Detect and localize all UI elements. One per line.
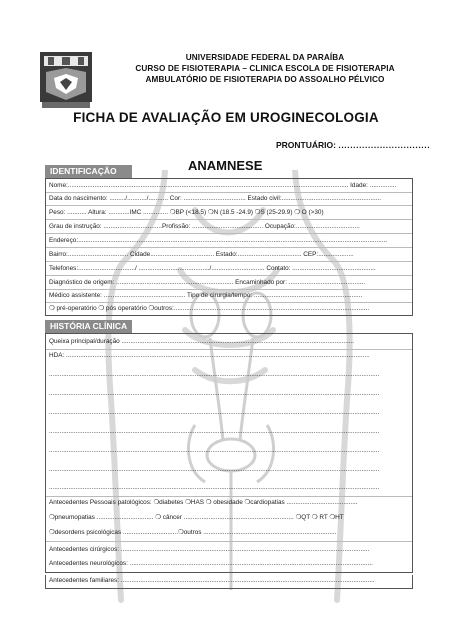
institution-name: UNIVERSIDADE FEDERAL DA PARAÍBA [185, 53, 345, 62]
medico-row[interactable]: Médico assistente: .............................................. Tipo de cirurgia/tempo: ............................................................. [49, 292, 363, 299]
historia-clinica-box [45, 333, 413, 573]
neurologicos-row[interactable]: Antecedentes neurológicos: ......................................................................................................................................... [49, 560, 373, 567]
patologicos-row[interactable]: Antecedentes Pessoais patológicos: ❍diabetes ❍HAS ❍ obesidade ❍cardiopatias ........................................ [49, 499, 358, 506]
institution-header [100, 52, 430, 85]
operatorio-options-row[interactable]: ❍ pré-operatório ❍ pós operatório ❍outros:.............................................................................................................. [49, 305, 370, 312]
hda-line[interactable]: .......................................................................................................................................................................................... [49, 428, 380, 435]
cirurgicos-row[interactable]: Antecedentes cirúrgicos: ............................................................................................................................................ [49, 546, 370, 553]
hda-line[interactable]: .......................................................................................................................................................................................... [49, 390, 380, 397]
hda-row[interactable]: HDA: ........................................................................................................................................................................... [49, 352, 370, 359]
section-tab-historia-clinica: HISTÓRIA CLÍNICA [45, 320, 132, 333]
nascimento-row[interactable]: Data do nascimento: ........./.........../........... Cor: ................................... Estado civil:........................................................ [49, 195, 382, 202]
hda-line[interactable]: .......................................................................................................................................................................................... [49, 409, 380, 416]
course-name: CURSO DE FISIOTERAPIA – CLINICA ESCOLA DE FISIOTERAPIA [135, 64, 395, 73]
familiares-row[interactable]: Antecedentes familiares: ............................................................................................................................................... [49, 577, 375, 584]
hda-line[interactable]: .......................................................................................................................................................................................... [49, 371, 380, 378]
telefones-row[interactable]: Telefones:................................/ ......................................../.............................. Contato: ............................................... [49, 265, 376, 272]
pneumopatias-row[interactable]: ❍pneumopatias ................................ ❍ câncer .............................................................. ❍QT ❍ RT ❍HT [49, 514, 344, 521]
peso-imc-row[interactable]: Peso: ........... Altura: ............IMC .............. ❍BP (<18.5) ❍N (18.5 -24.9) ❍S (25-29.9) ❍ O (>30) [49, 209, 324, 216]
form-title: FICHA DE AVALIAÇÃO EM UROGINECOLOGIA [73, 110, 379, 125]
section-tab-identificacao: IDENTIFICAÇÃO [45, 165, 132, 178]
instrucao-row[interactable]: Grau de instrução: .................................Profissão: ........................................ Ocupação:.................................... [49, 223, 360, 230]
anamnese-heading: ANAMNESE [188, 158, 263, 173]
prontuario-label: PRONTUÁRIO: [276, 140, 336, 150]
ambulatory-name: AMBULATÓRIO DE FISIOTERAPIA DO ASSOALHO PÉLVICO [145, 75, 385, 84]
familiares-box [45, 575, 413, 589]
prontuario-field[interactable] [276, 140, 430, 150]
prontuario-value[interactable]: ............................... [338, 140, 431, 150]
identificacao-box [45, 178, 413, 316]
endereco-row[interactable]: Endereço:.............................................................................................................................................................................. [49, 237, 388, 244]
bairro-row[interactable]: Bairro:.................................. Cidade.................................... Estado:.................................... CEP:.................... [49, 251, 354, 258]
university-logo [36, 48, 96, 112]
nome-idade-row[interactable]: Nome:.............................................................................................................................................................. Idade: ............... [49, 182, 397, 189]
queixa-principal-row[interactable]: Queixa principal/duração ................................................................................................................................... [49, 338, 355, 345]
hda-line[interactable]: .......................................................................................................................................................................................... [49, 484, 380, 491]
hda-line[interactable]: .......................................................................................................................................................................................... [49, 447, 380, 454]
desordens-row[interactable]: ❍desordens psicológicas ...............................❍outros ........................................................................... [49, 529, 337, 536]
diagnostico-row[interactable]: Diagnóstico de origem: .................................................................. Encaminhado por: ........................................... [49, 279, 366, 286]
hda-line[interactable]: .......................................................................................................................................................................................... [49, 466, 380, 473]
